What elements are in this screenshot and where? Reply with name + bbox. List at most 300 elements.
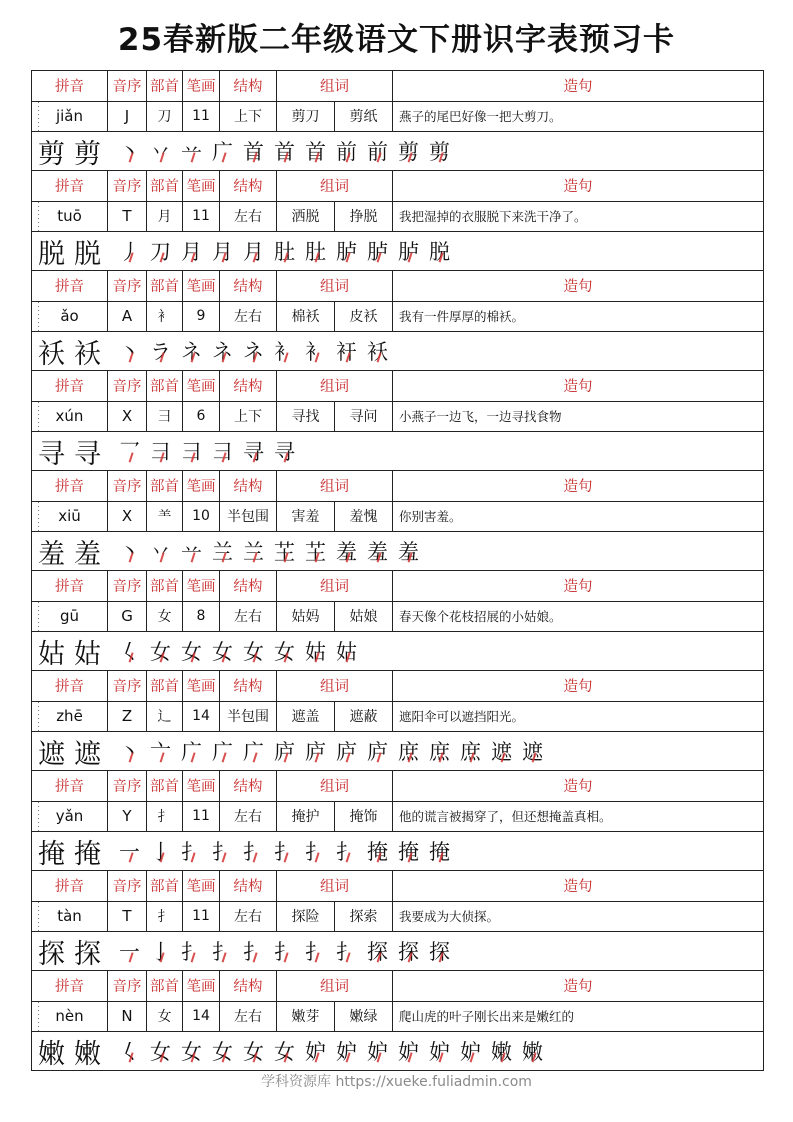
data-row bbox=[32, 302, 763, 333]
character-large: 掩 bbox=[38, 838, 65, 870]
header-structure: 结构 bbox=[220, 871, 277, 901]
stroke-step: 剪 bbox=[424, 136, 455, 166]
stroke-step: 扌 bbox=[207, 836, 238, 866]
stroke-step: 亠 bbox=[145, 736, 176, 766]
data-row bbox=[32, 102, 763, 133]
structure-cell: 左右 bbox=[220, 602, 277, 632]
entry-block bbox=[32, 71, 763, 171]
header-words: 组词 bbox=[277, 471, 393, 501]
header-order: 音序 bbox=[108, 171, 147, 201]
strokes-cell: 11 bbox=[183, 802, 220, 832]
stroke-row-content bbox=[32, 332, 393, 370]
stroke-order-row bbox=[32, 932, 763, 971]
stroke-step: 姑 bbox=[331, 636, 362, 666]
header-structure: 结构 bbox=[220, 271, 277, 301]
stroke-step: 扌 bbox=[269, 836, 300, 866]
strokes-cell: 11 bbox=[183, 102, 220, 132]
entry-block bbox=[32, 971, 763, 1071]
stroke-step: 肚 bbox=[269, 236, 300, 266]
stroke-steps bbox=[114, 732, 548, 770]
stroke-step: 脱 bbox=[424, 236, 455, 266]
strokes-cell: 11 bbox=[183, 202, 220, 232]
word2-cell: 探索 bbox=[335, 902, 393, 932]
stroke-step: 扌 bbox=[300, 936, 331, 966]
structure-cell: 左右 bbox=[220, 302, 277, 332]
order-cell: A bbox=[108, 302, 147, 332]
header-words: 组词 bbox=[277, 171, 393, 201]
header-pinyin: 拼音 bbox=[32, 771, 108, 801]
stroke-steps bbox=[114, 532, 424, 570]
stroke-step: 丷 bbox=[145, 136, 176, 166]
header-order: 音序 bbox=[108, 871, 147, 901]
stroke-step: 女 bbox=[176, 1036, 207, 1066]
character-large: 剪 bbox=[38, 138, 65, 170]
character-preview-table bbox=[31, 70, 764, 1071]
stroke-step: 胪 bbox=[393, 236, 424, 266]
stroke-step: 𡿨 bbox=[114, 1036, 145, 1066]
header-radical: 部首 bbox=[147, 171, 183, 201]
header-structure: 结构 bbox=[220, 971, 277, 1001]
stroke-order-row bbox=[32, 832, 763, 871]
stroke-step: 扌 bbox=[176, 936, 207, 966]
character-large-copy: 袄 bbox=[74, 338, 101, 370]
stroke-step: 掩 bbox=[424, 836, 455, 866]
strokes-cell: 11 bbox=[183, 902, 220, 932]
header-row bbox=[32, 171, 763, 202]
header-pinyin: 拼音 bbox=[32, 871, 108, 901]
header-words: 组词 bbox=[277, 571, 393, 601]
radical-cell: 刀 bbox=[147, 102, 183, 132]
header-order: 音序 bbox=[108, 271, 147, 301]
data-row bbox=[32, 402, 763, 433]
header-pinyin: 拼音 bbox=[32, 671, 108, 701]
header-sentence: 造句 bbox=[563, 779, 593, 796]
word1-cell: 洒脱 bbox=[277, 202, 335, 232]
stroke-order-row bbox=[32, 532, 763, 571]
stroke-step: 掩 bbox=[393, 836, 424, 866]
stroke-steps bbox=[114, 932, 455, 970]
stroke-order-row bbox=[32, 232, 763, 271]
stroke-step: 女 bbox=[176, 636, 207, 666]
character-large-copy: 遮 bbox=[74, 738, 101, 770]
stroke-order-row bbox=[32, 132, 763, 171]
stroke-step: 姑 bbox=[300, 636, 331, 666]
pinyin-cell: xiū bbox=[32, 502, 108, 532]
stroke-step: 遮 bbox=[486, 736, 517, 766]
stroke-step: 扌 bbox=[331, 936, 362, 966]
structure-cell: 上下 bbox=[220, 402, 277, 432]
strokes-cell: 14 bbox=[183, 1002, 220, 1032]
stroke-step: 丶 bbox=[114, 536, 145, 566]
header-structure: 结构 bbox=[220, 771, 277, 801]
character-large: 嫩 bbox=[38, 1038, 65, 1070]
stroke-step: 䒑 bbox=[176, 136, 207, 166]
stroke-step: 扌 bbox=[269, 936, 300, 966]
stroke-step: 丿 bbox=[114, 236, 145, 266]
stroke-order-row bbox=[32, 432, 763, 471]
radical-cell: 女 bbox=[147, 1002, 183, 1032]
order-cell: X bbox=[108, 402, 147, 432]
stroke-step: 一 bbox=[114, 836, 145, 866]
stroke-step: 女 bbox=[238, 636, 269, 666]
header-structure: 结构 bbox=[220, 571, 277, 601]
stroke-steps bbox=[114, 832, 455, 870]
stroke-step: 妒 bbox=[300, 1036, 331, 1066]
entry-block bbox=[32, 271, 763, 371]
entry-block bbox=[32, 571, 763, 671]
entry-block bbox=[32, 771, 763, 871]
stroke-step: 女 bbox=[207, 1036, 238, 1066]
stroke-step: 扌 bbox=[207, 936, 238, 966]
data-row bbox=[32, 702, 763, 733]
page-title: 25春新版二年级语文下册识字表预习卡 bbox=[117, 22, 676, 58]
stroke-row-content bbox=[32, 132, 455, 170]
stroke-step: 胪 bbox=[331, 236, 362, 266]
structure-cell: 半包围 bbox=[220, 702, 277, 732]
stroke-step: 首 bbox=[300, 136, 331, 166]
stroke-step: 丶 bbox=[114, 136, 145, 166]
stroke-step: 女 bbox=[269, 636, 300, 666]
word1-cell: 寻找 bbox=[277, 402, 335, 432]
stroke-step: 女 bbox=[207, 636, 238, 666]
stroke-step: 兰 bbox=[238, 536, 269, 566]
header-sentence: 造句 bbox=[563, 579, 593, 596]
header-radical: 部首 bbox=[147, 571, 183, 601]
radical-cell: 扌 bbox=[147, 802, 183, 832]
word1-cell: 掩护 bbox=[277, 802, 335, 832]
stroke-steps bbox=[114, 232, 455, 270]
order-cell: Y bbox=[108, 802, 147, 832]
word2-cell: 姑娘 bbox=[335, 602, 393, 632]
stroke-step: 衦 bbox=[331, 336, 362, 366]
stroke-step: ネ bbox=[238, 336, 269, 366]
header-sentence: 造句 bbox=[563, 379, 593, 396]
header-sentence: 造句 bbox=[563, 679, 593, 696]
character-large: 探 bbox=[38, 938, 65, 970]
data-row bbox=[32, 502, 763, 533]
header-strokes: 笔画 bbox=[183, 871, 220, 901]
word2-cell: 羞愧 bbox=[335, 502, 393, 532]
stroke-steps bbox=[114, 632, 362, 670]
header-row bbox=[32, 971, 763, 1002]
radical-cell: 扌 bbox=[147, 902, 183, 932]
strokes-cell: 14 bbox=[183, 702, 220, 732]
header-row bbox=[32, 571, 763, 602]
word1-cell: 姑妈 bbox=[277, 602, 335, 632]
structure-cell: 左右 bbox=[220, 902, 277, 932]
header-row bbox=[32, 71, 763, 102]
stroke-step: 首 bbox=[238, 136, 269, 166]
stroke-step: 袄 bbox=[362, 336, 393, 366]
character-large: 寻 bbox=[38, 438, 65, 470]
header-pinyin: 拼音 bbox=[32, 271, 108, 301]
order-cell: Z bbox=[108, 702, 147, 732]
word2-cell: 寻问 bbox=[335, 402, 393, 432]
stroke-step: 丶 bbox=[114, 736, 145, 766]
stroke-row-content bbox=[32, 232, 455, 270]
stroke-step: 月 bbox=[207, 236, 238, 266]
stroke-step: 广 bbox=[238, 736, 269, 766]
stroke-step: 扌 bbox=[176, 836, 207, 866]
stroke-step: 扌 bbox=[331, 836, 362, 866]
pinyin-cell: ǎo bbox=[32, 302, 108, 332]
stroke-step: 探 bbox=[424, 936, 455, 966]
header-structure: 结构 bbox=[220, 471, 277, 501]
header-pinyin: 拼音 bbox=[32, 371, 108, 401]
stroke-step: 探 bbox=[393, 936, 424, 966]
character-large: 羞 bbox=[38, 538, 65, 570]
header-sentence: 造句 bbox=[563, 479, 593, 496]
stroke-step: 庶 bbox=[393, 736, 424, 766]
entry-block bbox=[32, 471, 763, 571]
order-cell: N bbox=[108, 1002, 147, 1032]
data-row bbox=[32, 902, 763, 933]
stroke-step: 妒 bbox=[424, 1036, 455, 1066]
header-pinyin: 拼音 bbox=[32, 571, 108, 601]
word2-cell: 遮蔽 bbox=[335, 702, 393, 732]
header-row bbox=[32, 471, 763, 502]
stroke-step: 寻 bbox=[269, 436, 300, 466]
entry-block bbox=[32, 871, 763, 971]
header-structure: 结构 bbox=[220, 671, 277, 701]
radical-cell: 彐 bbox=[147, 402, 183, 432]
pinyin-cell: gū bbox=[32, 602, 108, 632]
sentence-cell: 燕子的尾巴好像一把大剪刀。 bbox=[399, 109, 562, 125]
stroke-step: 肚 bbox=[300, 236, 331, 266]
stroke-step: 妒 bbox=[393, 1036, 424, 1066]
stroke-step: 扌 bbox=[238, 936, 269, 966]
stroke-step: 彐 bbox=[207, 436, 238, 466]
header-sentence: 造句 bbox=[563, 979, 593, 996]
stroke-step: ラ bbox=[145, 336, 176, 366]
header-strokes: 笔画 bbox=[183, 171, 220, 201]
sentence-cell: 他的谎言被揭穿了，但还想掩盖真相。 bbox=[399, 809, 612, 825]
stroke-step: 寻 bbox=[238, 436, 269, 466]
header-words: 组词 bbox=[277, 371, 393, 401]
structure-cell: 左右 bbox=[220, 202, 277, 232]
stroke-step: 羞 bbox=[362, 536, 393, 566]
header-strokes: 笔画 bbox=[183, 471, 220, 501]
stroke-step: 扌 bbox=[300, 836, 331, 866]
character-large: 脱 bbox=[38, 238, 65, 270]
strokes-cell: 8 bbox=[183, 602, 220, 632]
header-strokes: 笔画 bbox=[183, 971, 220, 1001]
stroke-step: 庐 bbox=[269, 736, 300, 766]
stroke-step: 嫩 bbox=[486, 1036, 517, 1066]
radical-cell: 月 bbox=[147, 202, 183, 232]
stroke-step: 首 bbox=[269, 136, 300, 166]
structure-cell: 上下 bbox=[220, 102, 277, 132]
character-large-copy: 掩 bbox=[74, 838, 101, 870]
header-row bbox=[32, 871, 763, 902]
character-large: 遮 bbox=[38, 738, 65, 770]
stroke-step: 庶 bbox=[424, 736, 455, 766]
header-order: 音序 bbox=[108, 771, 147, 801]
stroke-step: ネ bbox=[176, 336, 207, 366]
header-sentence: 造句 bbox=[563, 279, 593, 296]
stroke-step: 前 bbox=[331, 136, 362, 166]
character-large: 姑 bbox=[38, 638, 65, 670]
stroke-step: 探 bbox=[362, 936, 393, 966]
header-words: 组词 bbox=[277, 671, 393, 701]
header-strokes: 笔画 bbox=[183, 671, 220, 701]
header-order: 音序 bbox=[108, 971, 147, 1001]
sentence-cell: 遮阳伞可以遮挡阳光。 bbox=[399, 709, 525, 725]
stroke-step: 月 bbox=[238, 236, 269, 266]
header-strokes: 笔画 bbox=[183, 371, 220, 401]
stroke-steps bbox=[114, 432, 300, 470]
header-order: 音序 bbox=[108, 671, 147, 701]
stroke-step: 丷 bbox=[145, 536, 176, 566]
stroke-row-content bbox=[32, 932, 455, 970]
stroke-step: 一 bbox=[114, 936, 145, 966]
entry-block bbox=[32, 671, 763, 771]
order-cell: G bbox=[108, 602, 147, 632]
stroke-steps bbox=[114, 1032, 548, 1070]
stroke-step: 庐 bbox=[362, 736, 393, 766]
character-large-copy: 脱 bbox=[74, 238, 101, 270]
stroke-row-content bbox=[32, 632, 362, 670]
header-radical: 部首 bbox=[147, 771, 183, 801]
header-strokes: 笔画 bbox=[183, 571, 220, 601]
structure-cell: 左右 bbox=[220, 802, 277, 832]
radical-cell: 辶 bbox=[147, 702, 183, 732]
stroke-step: 衤 bbox=[269, 336, 300, 366]
strokes-cell: 10 bbox=[183, 502, 220, 532]
stroke-step: 𡿨 bbox=[114, 636, 145, 666]
pinyin-cell: xún bbox=[32, 402, 108, 432]
stroke-step: 䒑 bbox=[176, 536, 207, 566]
strokes-cell: 6 bbox=[183, 402, 220, 432]
character-large-copy: 羞 bbox=[74, 538, 101, 570]
header-sentence: 造句 bbox=[563, 179, 593, 196]
word2-cell: 剪纸 bbox=[335, 102, 393, 132]
pinyin-cell: tuō bbox=[32, 202, 108, 232]
radical-cell: 女 bbox=[147, 602, 183, 632]
stroke-step: 妒 bbox=[362, 1036, 393, 1066]
stroke-step: 嫩 bbox=[517, 1036, 548, 1066]
stroke-step: 掩 bbox=[362, 836, 393, 866]
stroke-step: 月 bbox=[176, 236, 207, 266]
word2-cell: 嫩绿 bbox=[335, 1002, 393, 1032]
stroke-step: 扌 bbox=[238, 836, 269, 866]
stroke-steps bbox=[114, 332, 393, 370]
header-order: 音序 bbox=[108, 571, 147, 601]
pinyin-cell: tàn bbox=[32, 902, 108, 932]
stroke-step: 刀 bbox=[145, 236, 176, 266]
header-radical: 部首 bbox=[147, 871, 183, 901]
stroke-row-content bbox=[32, 832, 455, 870]
stroke-step: 剪 bbox=[393, 136, 424, 166]
stroke-step: 丶 bbox=[114, 336, 145, 366]
stroke-step: 女 bbox=[269, 1036, 300, 1066]
stroke-step: 羞 bbox=[393, 536, 424, 566]
stroke-step: 芏 bbox=[300, 536, 331, 566]
pinyin-cell: nèn bbox=[32, 1002, 108, 1032]
stroke-step: 乛 bbox=[114, 436, 145, 466]
structure-cell: 左右 bbox=[220, 1002, 277, 1032]
stroke-step: 女 bbox=[238, 1036, 269, 1066]
stroke-step: ネ bbox=[207, 336, 238, 366]
header-pinyin: 拼音 bbox=[32, 471, 108, 501]
header-row bbox=[32, 271, 763, 302]
sentence-cell: 我把湿掉的衣服脱下来洗干净了。 bbox=[399, 209, 587, 225]
header-pinyin: 拼音 bbox=[32, 71, 108, 101]
header-structure: 结构 bbox=[220, 71, 277, 101]
stroke-step: 亅 bbox=[145, 936, 176, 966]
stroke-step: 前 bbox=[362, 136, 393, 166]
word1-cell: 遮盖 bbox=[277, 702, 335, 732]
word1-cell: 嫩芽 bbox=[277, 1002, 335, 1032]
pinyin-cell: yǎn bbox=[32, 802, 108, 832]
word1-cell: 害羞 bbox=[277, 502, 335, 532]
stroke-step: 广 bbox=[207, 136, 238, 166]
structure-cell: 半包围 bbox=[220, 502, 277, 532]
header-row bbox=[32, 671, 763, 702]
stroke-row-content bbox=[32, 732, 548, 770]
header-row bbox=[32, 771, 763, 802]
word1-cell: 棉袄 bbox=[277, 302, 335, 332]
header-words: 组词 bbox=[277, 771, 393, 801]
stroke-step: ⺕ bbox=[145, 436, 176, 466]
entry-block bbox=[32, 171, 763, 271]
footer-watermark: 学科资源库 https://xueke.fuliadmin.com bbox=[261, 1074, 532, 1090]
strokes-cell: 9 bbox=[183, 302, 220, 332]
header-radical: 部首 bbox=[147, 971, 183, 1001]
pinyin-cell: jiǎn bbox=[32, 102, 108, 132]
sentence-cell: 你别害羞。 bbox=[399, 509, 462, 525]
stroke-step: 芏 bbox=[269, 536, 300, 566]
stroke-steps bbox=[114, 132, 455, 170]
sentence-cell: 爬山虎的叶子刚长出来是嫩红的 bbox=[399, 1009, 575, 1025]
order-cell: T bbox=[108, 902, 147, 932]
word2-cell: 挣脱 bbox=[335, 202, 393, 232]
stroke-step: 彐 bbox=[176, 436, 207, 466]
data-row bbox=[32, 202, 763, 233]
pinyin-cell: zhē bbox=[32, 702, 108, 732]
stroke-row-content bbox=[32, 1032, 548, 1070]
stroke-row-content bbox=[32, 432, 300, 470]
header-row bbox=[32, 371, 763, 402]
header-radical: 部首 bbox=[147, 471, 183, 501]
header-radical: 部首 bbox=[147, 71, 183, 101]
stroke-order-row bbox=[32, 332, 763, 371]
stroke-step: 兰 bbox=[207, 536, 238, 566]
character-large-copy: 嫩 bbox=[74, 1038, 101, 1070]
stroke-order-row bbox=[32, 632, 763, 671]
stroke-step: 胪 bbox=[362, 236, 393, 266]
data-row bbox=[32, 802, 763, 833]
stroke-row-content bbox=[32, 532, 424, 570]
order-cell: J bbox=[108, 102, 147, 132]
sentence-cell: 我有一件厚厚的棉袄。 bbox=[399, 309, 525, 325]
character-large-copy: 姑 bbox=[74, 638, 101, 670]
header-words: 组词 bbox=[277, 871, 393, 901]
header-strokes: 笔画 bbox=[183, 71, 220, 101]
radical-cell: ⺷ bbox=[147, 502, 183, 532]
sentence-cell: 春天像个花枝招展的小姑娘。 bbox=[399, 609, 562, 625]
entry-block bbox=[32, 371, 763, 471]
stroke-step: 广 bbox=[176, 736, 207, 766]
header-words: 组词 bbox=[277, 971, 393, 1001]
data-row bbox=[32, 1002, 763, 1033]
stroke-step: 亅 bbox=[145, 836, 176, 866]
header-radical: 部首 bbox=[147, 671, 183, 701]
header-pinyin: 拼音 bbox=[32, 971, 108, 1001]
character-large: 袄 bbox=[38, 338, 65, 370]
word2-cell: 皮袄 bbox=[335, 302, 393, 332]
character-large-copy: 寻 bbox=[74, 438, 101, 470]
